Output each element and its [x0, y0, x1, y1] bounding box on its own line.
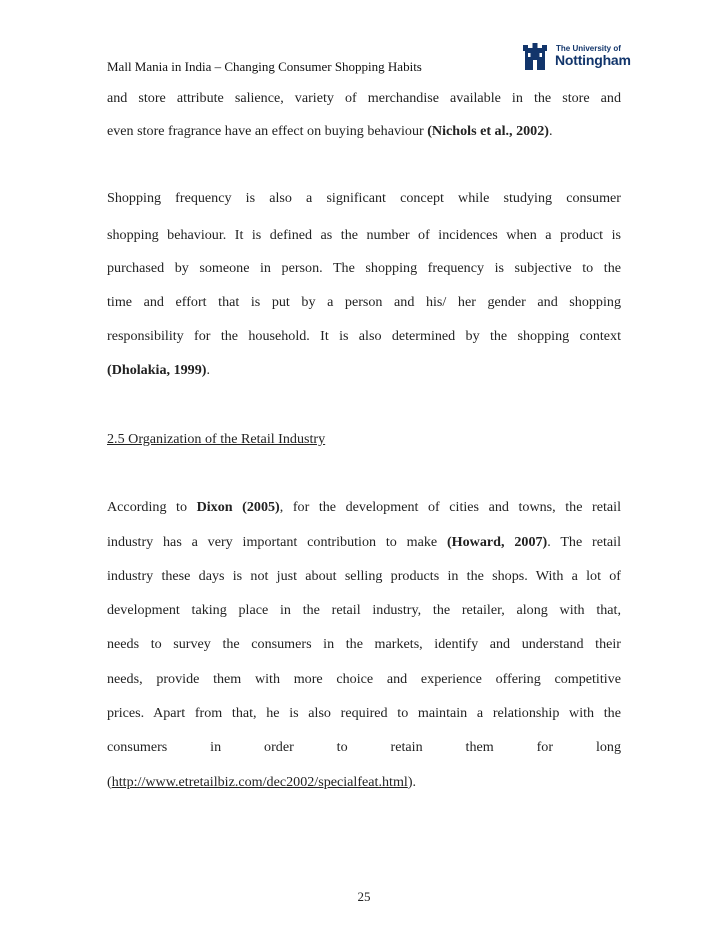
logo-text-small: The University of	[556, 44, 621, 53]
section-heading: 2.5 Organization of the Retail Industry	[107, 431, 326, 447]
text-run: According to	[107, 499, 197, 515]
paragraph-line: time and effort that is put by a person and his/ her gender and shopping	[107, 294, 621, 310]
text-run: . The retail	[547, 534, 621, 550]
paragraph-line: and store attribute salience, variety of merchandise available in the store and	[107, 90, 621, 106]
header-title: Mall Mania in India – Changing Consumer Shopping Habits	[107, 59, 422, 74]
paragraph-line: development taking place in the retail industry, the retailer, along with that,	[107, 602, 621, 618]
citation: Dixon (2005)	[196, 499, 280, 515]
text-run: industry has a very important contribution to make	[107, 534, 447, 550]
paragraph-line	[107, 122, 621, 140]
paragraph-line: industry these days is not just about selling products in the shops. With a lot of	[107, 568, 621, 584]
source-link[interactable]: http://www.etretailbiz.com/dec2002/specialfeat.html	[111, 774, 408, 790]
text-run: (	[107, 774, 112, 790]
paragraph-line: shopping behaviour. It is defined as the number of incidences when a product is	[107, 227, 621, 243]
paragraph-line: consumers in order to retain them for long	[107, 739, 621, 755]
citation: (Dholakia, 1999)	[107, 362, 207, 378]
paragraph-line: prices. Apart from that, he is also required to maintain a relationship with the	[107, 705, 621, 721]
university-logo	[522, 42, 631, 72]
text-run: .	[548, 123, 553, 139]
paragraph-line: needs to survey the consumers in the markets, identify and understand their	[107, 636, 621, 652]
paragraph-line: responsibility for the household. It is also determined by the shopping context	[107, 328, 621, 344]
text-run: .	[206, 362, 210, 378]
citation: (Nichols et al., 2002)	[427, 123, 549, 139]
text-run: even store fragrance have an effect on buying behaviour	[107, 123, 428, 139]
paragraph-line	[107, 773, 621, 791]
paragraph-line: needs, provide them with more choice and experience offering competitive	[107, 671, 621, 687]
text-run: , for the development of cities and towns, the retail	[279, 499, 621, 515]
page-number: 25	[357, 889, 371, 904]
paragraph-line	[107, 361, 621, 379]
paragraph-line: purchased by someone in person. The shopping frequency is subjective to the	[107, 260, 621, 276]
paragraph-line	[107, 533, 621, 551]
paragraph-line	[107, 498, 621, 516]
paragraph-line: Shopping frequency is also a significant concept while studying consumer	[107, 190, 621, 206]
text-run: ).	[407, 774, 417, 790]
citation: (Howard, 2007)	[446, 534, 548, 550]
castle-crest-icon	[522, 42, 548, 72]
logo-text-large: Nottingham	[555, 52, 631, 68]
